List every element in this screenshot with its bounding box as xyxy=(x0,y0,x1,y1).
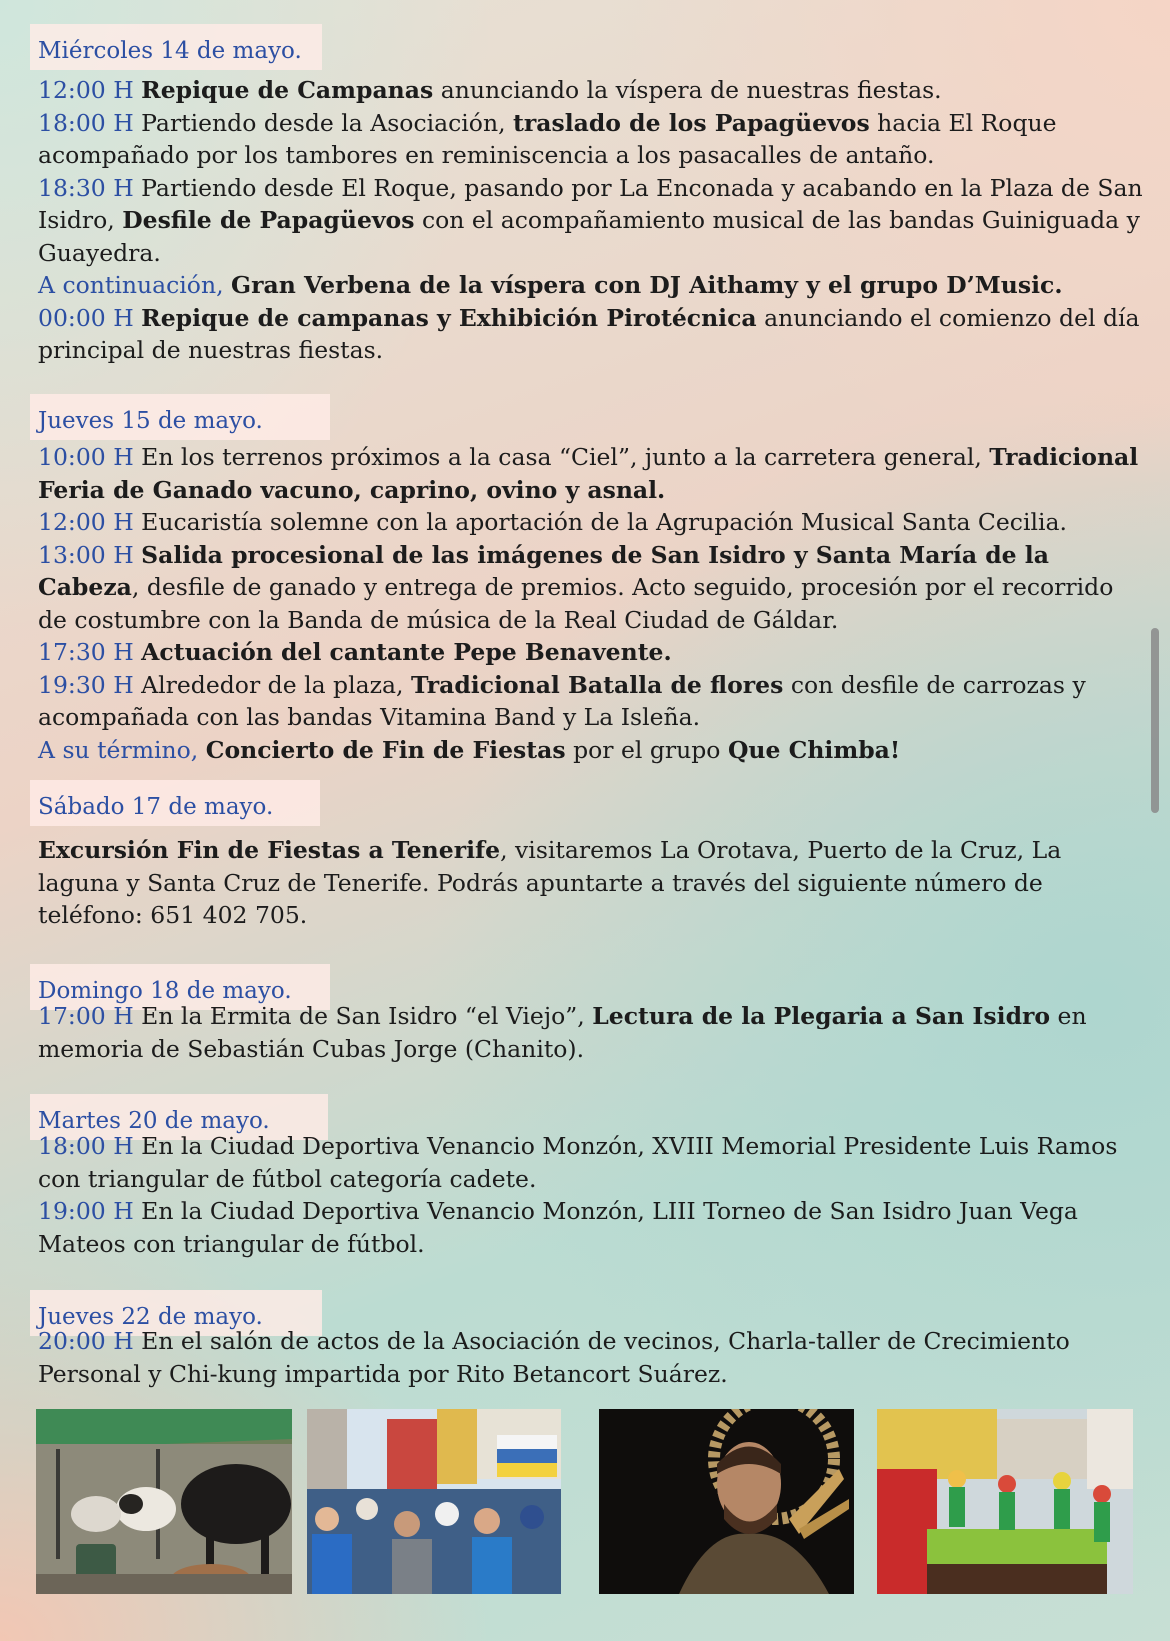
program-entry xyxy=(38,734,1143,767)
scrollbar[interactable] xyxy=(1151,628,1159,813)
program-entry xyxy=(38,1000,1143,1065)
program-entry xyxy=(38,636,1143,669)
entry-text: , visitaremos La Orotava, Puerto de la Cruz, La laguna y Santa Cruz de Tenerife. Podrás apuntarte a través del siguiente número de teléfono: 651 402 705. xyxy=(38,836,1062,929)
program-entry xyxy=(38,539,1143,637)
program-entry xyxy=(38,172,1143,270)
entry-text: Eucaristía solemne con la aportación de la Agrupación Musical Santa Cecilia. xyxy=(141,508,1068,536)
entry-time: 12:00 H xyxy=(38,508,134,536)
entry-highlight: Gran Verbena de la víspera con DJ Aithamy y el grupo D’Music. xyxy=(231,271,1063,299)
program-entry xyxy=(38,441,1143,506)
entry-highlight: Repique de Campanas xyxy=(141,76,434,104)
entry-highlight: Salida procesional de las imágenes de San Isidro y Santa María de la Cabeza xyxy=(38,540,1049,601)
entry-text: En la Ermita de San Isidro “el Viejo”, xyxy=(141,1002,593,1030)
saint-statue-photo xyxy=(599,1409,854,1594)
entry-text: En los terrenos próximos a la casa “Ciel”, junto a la carretera general, xyxy=(141,443,990,471)
entry-text: En el salón de actos de la Asociación de vecinos, Charla-taller de Crecimiento Personal y Chi-kung impartida por Rito Betancort Suárez. xyxy=(38,1327,1070,1388)
entry-time: A continuación, xyxy=(38,271,224,299)
program-entry xyxy=(38,302,1143,367)
entry-highlight: Repique de campanas y Exhibición Pirotécnica xyxy=(141,303,757,332)
entry-highlight: Concierto de Fin de Fiestas xyxy=(205,735,566,764)
entry-time: 17:30 H xyxy=(38,638,134,666)
street-crowd-photo xyxy=(307,1409,561,1594)
entry-time: 10:00 H xyxy=(38,443,134,471)
entry-text: Alrededor de la plaza, xyxy=(141,670,411,699)
entry-text: en memoria de Sebastián Cubas Jorge (Chanito). xyxy=(38,1002,1087,1063)
entry-highlight: Actuación del cantante Pepe Benavente. xyxy=(141,638,672,666)
entry-highlight: Excursión Fin de Fiestas a Tenerife xyxy=(38,836,501,864)
entry-time: 18:00 H xyxy=(38,1132,134,1160)
entry-time: 18:00 H xyxy=(38,108,134,137)
program-entry xyxy=(38,1130,1143,1195)
entry-time: 00:00 H xyxy=(38,303,134,332)
entry-highlight: Que Chimba! xyxy=(727,735,901,764)
entry-time: 20:00 H xyxy=(38,1327,134,1355)
entry-text: hacia El Roque acompañado por los tambores en reminiscencia a los pasacalles de antaño. xyxy=(38,108,1057,169)
day-entries xyxy=(38,1325,1143,1390)
entry-time: 13:00 H xyxy=(38,540,134,569)
entry-time: 17:00 H xyxy=(38,1002,134,1030)
day-entries xyxy=(38,74,1143,367)
entry-highlight: traslado de los Papagüevos xyxy=(513,108,870,137)
program-entry xyxy=(38,669,1143,734)
entry-highlight: Desfile de Papagüevos xyxy=(122,206,415,234)
entry-highlight: Tradicional Batalla de flores xyxy=(410,670,784,699)
day-heading: Martes 20 de mayo. xyxy=(30,1094,328,1140)
day-entries xyxy=(38,1130,1143,1260)
day-entries xyxy=(38,1000,1143,1065)
day-heading: Jueves 15 de mayo. xyxy=(30,394,330,440)
parade-float-photo xyxy=(877,1409,1133,1594)
day-heading: Sábado 17 de mayo. xyxy=(30,780,320,826)
cattle-fair-photo xyxy=(36,1409,292,1594)
entry-time: A su término, xyxy=(38,735,199,764)
program-entry xyxy=(38,834,1143,932)
program-entry xyxy=(38,506,1143,539)
day-heading: Miércoles 14 de mayo. xyxy=(30,24,322,70)
entry-time: 18:30 H xyxy=(38,173,134,202)
entry-text: con desfile de carrozas y acompañada con las bandas Vitamina Band y La Isleña. xyxy=(38,670,1086,731)
entry-text: con el acompañamiento musical de las bandas Guiniguada y Guayedra. xyxy=(38,206,1140,267)
entry-text: por el grupo xyxy=(565,735,728,764)
entry-time: 19:00 H xyxy=(38,1197,134,1225)
entry-highlight: Lectura de la Plegaria a San Isidro xyxy=(592,1002,1051,1030)
entry-text: En la Ciudad Deportiva Venancio Monzón, LIII Torneo de San Isidro Juan Vega Mateos con triangular de fútbol. xyxy=(38,1197,1078,1258)
entry-time: 19:30 H xyxy=(38,670,134,699)
entry-text: anunciando el comienzo del día principal de nuestras fiestas. xyxy=(38,303,1140,364)
entry-text: anunciando la víspera de nuestras fiestas. xyxy=(433,76,942,104)
day-entries xyxy=(38,834,1143,932)
entry-text: , desfile de ganado y entrega de premios. Acto seguido, procesión por el recorrido de costumbre con la Banda de música de la Real Ciudad de Gáldar. xyxy=(38,573,1114,634)
day-heading: Domingo 18 de mayo. xyxy=(30,964,330,1010)
program-entry xyxy=(38,269,1143,302)
entry-text: Partiendo desde El Roque, pasando por La Enconada y acabando en la Plaza de San Isidro, xyxy=(38,173,1143,234)
program-entry xyxy=(38,74,1143,107)
entry-text: En la Ciudad Deportiva Venancio Monzón, XVIII Memorial Presidente Luis Ramos con triangular de fútbol categoría cadete. xyxy=(38,1132,1118,1193)
entry-highlight: Tradicional Feria de Ganado vacuno, caprino, ovino y asnal. xyxy=(38,443,1139,504)
entry-time: 12:00 H xyxy=(38,76,134,104)
entry-text: Partiendo desde la Asociación, xyxy=(141,108,514,137)
day-entries xyxy=(38,441,1143,766)
day-heading: Jueves 22 de mayo. xyxy=(30,1290,322,1336)
program-entry xyxy=(38,107,1143,172)
program-entry xyxy=(38,1195,1143,1260)
program-entry xyxy=(38,1325,1143,1390)
photo-strip xyxy=(36,1409,1136,1594)
